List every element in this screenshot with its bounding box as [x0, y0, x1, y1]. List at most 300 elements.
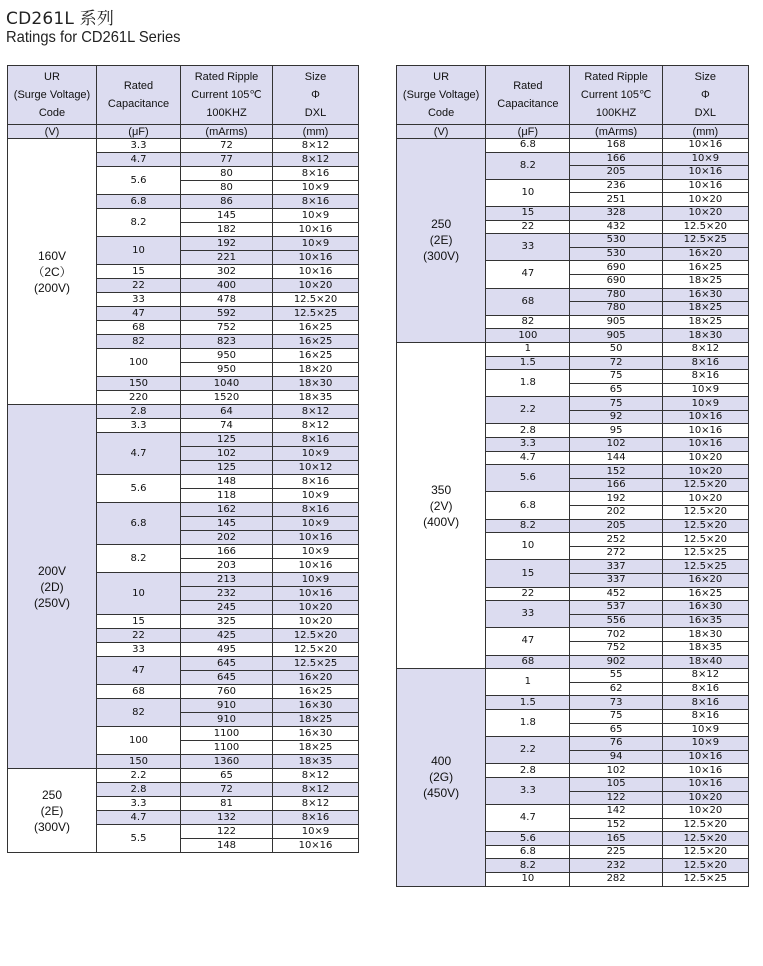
- voltage-line: (450V): [423, 786, 460, 801]
- size-cell: 8×12: [273, 797, 359, 811]
- ripple-current-cell: 202: [570, 506, 662, 520]
- capacitance-cell: 22: [97, 629, 181, 643]
- ripple-current-cell: 50: [570, 342, 662, 356]
- size-cell: 12.5×20: [662, 220, 748, 234]
- ripple-current-cell: 145: [181, 517, 273, 531]
- capacitance-cell: 15: [486, 560, 570, 587]
- capacitance-cell: 1: [486, 342, 570, 356]
- capacitance-cell: 2.2: [486, 397, 570, 424]
- ripple-current-cell: 65: [181, 769, 273, 783]
- size-cell: 8×16: [662, 682, 748, 696]
- ripple-current-cell: 145: [181, 209, 273, 223]
- size-cell: 18×20: [273, 363, 359, 377]
- ripple-current-cell: 225: [570, 845, 662, 859]
- capacitance-cell: 15: [486, 206, 570, 220]
- ripple-current-cell: 148: [181, 839, 273, 853]
- capacitance-cell: 10: [486, 533, 570, 560]
- header-cap-line: Rated: [513, 80, 543, 92]
- capacitance-cell: 47: [486, 261, 570, 288]
- ripple-current-cell: 205: [570, 519, 662, 533]
- ripple-current-cell: 645: [181, 671, 273, 685]
- size-cell: 18×25: [662, 274, 748, 288]
- voltage-group-cell: [397, 342, 486, 668]
- voltage-group-cell: [397, 139, 486, 343]
- size-cell: 10×9: [273, 447, 359, 461]
- header-ripple-line: Current 105℃: [580, 89, 652, 101]
- ripple-current-cell: 192: [181, 237, 273, 251]
- capacitance-cell: 68: [97, 321, 181, 335]
- size-cell: 12.5×20: [662, 478, 748, 492]
- size-cell: 18×35: [273, 755, 359, 769]
- size-cell: 18×25: [662, 315, 748, 329]
- voltage-group-cell: [8, 769, 97, 853]
- capacitance-cell: 5.6: [97, 167, 181, 195]
- ripple-current-cell: 1520: [181, 391, 273, 405]
- ripple-current-cell: 690: [570, 261, 662, 275]
- size-cell: 8×16: [662, 370, 748, 384]
- voltage-line: (2V): [429, 498, 453, 513]
- units-row: [8, 125, 359, 139]
- ripple-current-cell: 232: [570, 859, 662, 873]
- capacitance-cell: 4.7: [97, 153, 181, 167]
- ripple-current-cell: 537: [570, 601, 662, 615]
- header-ripple-line: 100KHZ: [206, 107, 247, 119]
- capacitance-cell: 100: [97, 349, 181, 377]
- size-cell: 12.5×25: [662, 234, 748, 248]
- size-cell: 12.5×25: [662, 560, 748, 574]
- capacitance-cell: 82: [486, 315, 570, 329]
- size-cell: 18×35: [273, 391, 359, 405]
- ripple-current-cell: 1040: [181, 377, 273, 391]
- unit-capacitance: (μF): [97, 125, 181, 139]
- capacitance-cell: 8.2: [486, 152, 570, 179]
- size-cell: 12.5×25: [662, 546, 748, 560]
- ripple-current-cell: 95: [570, 424, 662, 438]
- size-cell: 8×16: [273, 475, 359, 489]
- ripple-current-cell: 1360: [181, 755, 273, 769]
- capacitance-cell: 100: [97, 727, 181, 755]
- capacitance-cell: 2.2: [486, 737, 570, 764]
- size-cell: 12.5×20: [662, 845, 748, 859]
- ripple-current-cell: 72: [181, 783, 273, 797]
- ripple-current-cell: 152: [570, 818, 662, 832]
- voltage-line: (400V): [423, 514, 460, 529]
- ripple-current-cell: 337: [570, 560, 662, 574]
- ripple-current-cell: 690: [570, 274, 662, 288]
- voltage-line: 350: [431, 482, 452, 497]
- size-cell: 16×20: [662, 247, 748, 261]
- size-cell: 10×9: [273, 545, 359, 559]
- ratings-body-left: [8, 139, 359, 853]
- capacitance-cell: 1: [486, 669, 570, 696]
- header-ur-line: (Surge Voltage): [13, 89, 91, 101]
- ripple-current-cell: 168: [570, 139, 662, 153]
- ripple-current-cell: 92: [570, 410, 662, 424]
- size-cell: 10×9: [273, 489, 359, 503]
- ripple-current-cell: 251: [570, 193, 662, 207]
- ripple-current-cell: 81: [181, 797, 273, 811]
- header-size-line: Size: [694, 71, 717, 83]
- capacitance-cell: 6.8: [486, 492, 570, 519]
- size-cell: 10×16: [662, 410, 748, 424]
- size-cell: 18×40: [662, 655, 748, 669]
- ripple-current-cell: 245: [181, 601, 273, 615]
- ripple-current-cell: 337: [570, 574, 662, 588]
- capacitance-cell: 8.2: [97, 209, 181, 237]
- voltage-line: (2D): [40, 579, 64, 594]
- size-cell: 8×16: [662, 696, 748, 710]
- table-row: [397, 342, 749, 356]
- ripple-current-cell: 76: [570, 737, 662, 751]
- size-cell: 18×30: [273, 377, 359, 391]
- capacitance-cell: 8.2: [486, 519, 570, 533]
- header-size: [273, 66, 359, 125]
- capacitance-cell: 1.8: [486, 370, 570, 397]
- size-cell: 8×16: [273, 433, 359, 447]
- size-cell: 16×25: [273, 321, 359, 335]
- capacitance-cell: 8.2: [97, 545, 181, 573]
- ripple-current-cell: 400: [181, 279, 273, 293]
- ripple-current-cell: 760: [181, 685, 273, 699]
- capacitance-cell: 100: [486, 329, 570, 343]
- header-ripple: [570, 66, 662, 125]
- ripple-current-cell: 950: [181, 363, 273, 377]
- capacitance-cell: 1.8: [486, 709, 570, 736]
- ripple-current-cell: 752: [181, 321, 273, 335]
- ripple-current-cell: 105: [570, 777, 662, 791]
- ripple-current-cell: 75: [570, 397, 662, 411]
- ripple-current-cell: 203: [181, 559, 273, 573]
- ripple-current-cell: 62: [570, 682, 662, 696]
- ripple-current-cell: 592: [181, 307, 273, 321]
- size-cell: 8×12: [273, 769, 359, 783]
- size-cell: 8×16: [662, 709, 748, 723]
- size-cell: 18×25: [273, 741, 359, 755]
- ripple-current-cell: 452: [570, 587, 662, 601]
- capacitance-cell: 4.7: [97, 811, 181, 825]
- ripple-current-cell: 530: [570, 234, 662, 248]
- ripple-current-cell: 122: [570, 791, 662, 805]
- ripple-current-cell: 165: [570, 832, 662, 846]
- size-cell: 10×16: [662, 166, 748, 180]
- ratings-table-right: [396, 65, 749, 887]
- size-cell: 8×16: [273, 195, 359, 209]
- header-ripple-line: Rated Ripple: [194, 71, 259, 83]
- header-row: [397, 66, 749, 125]
- capacitance-cell: 22: [97, 279, 181, 293]
- size-cell: 10×9: [662, 397, 748, 411]
- header-ur-line: (Surge Voltage): [402, 89, 480, 101]
- size-cell: 10×9: [662, 737, 748, 751]
- voltage-line: 250: [431, 217, 452, 232]
- units-row: [397, 125, 749, 139]
- ripple-current-cell: 80: [181, 181, 273, 195]
- capacitance-cell: 8.2: [486, 859, 570, 873]
- capacitance-cell: 2.2: [97, 769, 181, 783]
- voltage-line: 200V: [37, 563, 67, 578]
- header-ripple-line: Rated Ripple: [584, 71, 648, 83]
- ripple-current-cell: 530: [570, 247, 662, 261]
- header-capacitance: [486, 66, 570, 125]
- header-ur-line: UR: [44, 71, 60, 83]
- ripple-current-cell: 205: [570, 166, 662, 180]
- ripple-current-cell: 102: [181, 447, 273, 461]
- capacitance-cell: 5.6: [486, 832, 570, 846]
- capacitance-cell: 1.5: [486, 696, 570, 710]
- capacitance-cell: 47: [97, 307, 181, 321]
- capacitance-cell: 68: [486, 288, 570, 315]
- size-cell: 12.5×20: [662, 519, 748, 533]
- size-cell: 10×16: [273, 559, 359, 573]
- header-cap-line: Rated: [123, 80, 154, 92]
- size-cell: 8×16: [273, 503, 359, 517]
- size-cell: 10×9: [662, 723, 748, 737]
- capacitance-cell: 2.8: [486, 764, 570, 778]
- voltage-line: (2G): [429, 770, 454, 785]
- size-cell: 16×30: [273, 727, 359, 741]
- ripple-current-cell: 64: [181, 405, 273, 419]
- ripple-current-cell: 65: [570, 723, 662, 737]
- header-ripple-line: Current 105℃: [191, 89, 262, 101]
- size-cell: 8×12: [273, 419, 359, 433]
- size-cell: 12.5×20: [273, 293, 359, 307]
- size-cell: 10×9: [662, 383, 748, 397]
- header-capacitance: [97, 66, 181, 125]
- header-size-line: Φ: [700, 89, 710, 101]
- table-row: [397, 139, 749, 153]
- capacitance-cell: 15: [97, 265, 181, 279]
- size-cell: 16×25: [662, 261, 748, 275]
- ripple-current-cell: 118: [181, 489, 273, 503]
- ripple-current-cell: 328: [570, 206, 662, 220]
- header-cap-line: Capacitance: [497, 98, 559, 110]
- capacitance-cell: 22: [486, 587, 570, 601]
- ripple-current-cell: 325: [181, 615, 273, 629]
- capacitance-cell: 15: [97, 615, 181, 629]
- header-size: [662, 66, 748, 125]
- capacitance-cell: 68: [97, 685, 181, 699]
- capacitance-cell: 10: [97, 237, 181, 265]
- ripple-current-cell: 425: [181, 629, 273, 643]
- ripple-current-cell: 905: [570, 315, 662, 329]
- size-cell: 12.5×25: [273, 307, 359, 321]
- unit-voltage: (V): [8, 125, 97, 139]
- ripple-current-cell: 72: [570, 356, 662, 370]
- table-row: [8, 139, 359, 153]
- capacitance-cell: 6.8: [97, 503, 181, 545]
- series-title-english: Ratings for CD261L Series: [6, 29, 181, 46]
- size-cell: 10×16: [273, 265, 359, 279]
- header-ur-line: UR: [433, 71, 450, 83]
- capacitance-cell: 6.8: [97, 195, 181, 209]
- ripple-current-cell: 80: [181, 167, 273, 181]
- ripple-current-cell: 752: [570, 641, 662, 655]
- size-cell: 16×25: [273, 685, 359, 699]
- ripple-current-cell: 645: [181, 657, 273, 671]
- capacitance-cell: 3.3: [486, 438, 570, 452]
- voltage-line: （2C）: [32, 264, 72, 279]
- size-cell: 10×16: [662, 777, 748, 791]
- size-cell: 8×16: [273, 811, 359, 825]
- header-ripple: [181, 66, 273, 125]
- voltage-group-cell: [397, 669, 486, 887]
- ripple-current-cell: 125: [181, 433, 273, 447]
- series-title-chinese: CD261L 系列: [6, 9, 115, 29]
- capacitance-cell: 3.3: [97, 797, 181, 811]
- ripple-current-cell: 905: [570, 329, 662, 343]
- capacitance-cell: 6.8: [486, 845, 570, 859]
- ripple-current-cell: 780: [570, 302, 662, 316]
- size-cell: 16×25: [662, 587, 748, 601]
- header-ripple-line: 100KHZ: [595, 107, 637, 119]
- voltage-line: 160V: [37, 248, 67, 263]
- capacitance-cell: 47: [97, 657, 181, 685]
- ripple-current-cell: 282: [570, 873, 662, 887]
- ripple-current-cell: 272: [570, 546, 662, 560]
- capacitance-cell: 4.7: [486, 451, 570, 465]
- size-cell: 10×20: [273, 279, 359, 293]
- voltage-line: (250V): [33, 595, 71, 610]
- ripple-current-cell: 202: [181, 531, 273, 545]
- size-cell: 12.5×20: [662, 533, 748, 547]
- unit-voltage: (V): [397, 125, 486, 139]
- size-cell: 16×25: [273, 335, 359, 349]
- capacitance-cell: 68: [486, 655, 570, 669]
- size-cell: 10×20: [273, 615, 359, 629]
- ripple-current-cell: 432: [570, 220, 662, 234]
- ripple-current-cell: 75: [570, 370, 662, 384]
- ripple-current-cell: 556: [570, 614, 662, 628]
- size-cell: 10×16: [273, 587, 359, 601]
- header-size-line: Size: [304, 71, 327, 83]
- size-cell: 18×25: [273, 713, 359, 727]
- voltage-line: (300V): [33, 819, 71, 834]
- table-row: [397, 669, 749, 683]
- voltage-group-cell: [8, 405, 97, 769]
- capacitance-cell: 2.8: [97, 405, 181, 419]
- size-cell: 8×12: [273, 405, 359, 419]
- ratings-body-right: [397, 139, 749, 887]
- capacitance-cell: 150: [97, 755, 181, 769]
- table-row: [8, 405, 359, 419]
- header-row: [8, 66, 359, 125]
- ripple-current-cell: 495: [181, 643, 273, 657]
- unit-ripple: (mArms): [570, 125, 662, 139]
- voltage-line: (300V): [423, 249, 460, 264]
- unit-ripple: (mArms): [181, 125, 273, 139]
- ripple-current-cell: 132: [181, 811, 273, 825]
- header-size-line: DXL: [694, 107, 717, 119]
- ripple-current-cell: 252: [570, 533, 662, 547]
- ripple-current-cell: 1100: [181, 727, 273, 741]
- size-cell: 10×16: [273, 251, 359, 265]
- size-cell: 16×25: [273, 349, 359, 363]
- size-cell: 10×20: [662, 206, 748, 220]
- capacitance-cell: 2.8: [97, 783, 181, 797]
- ripple-current-cell: 142: [570, 805, 662, 819]
- ripple-current-cell: 72: [181, 139, 273, 153]
- capacitance-cell: 10: [486, 873, 570, 887]
- ripple-current-cell: 144: [570, 451, 662, 465]
- ripple-current-cell: 478: [181, 293, 273, 307]
- size-cell: 10×20: [662, 492, 748, 506]
- ripple-current-cell: 125: [181, 461, 273, 475]
- capacitance-cell: 82: [97, 699, 181, 727]
- ripple-current-cell: 122: [181, 825, 273, 839]
- size-cell: 10×20: [662, 193, 748, 207]
- size-cell: 18×30: [662, 329, 748, 343]
- ripple-current-cell: 236: [570, 179, 662, 193]
- ripple-current-cell: 102: [570, 764, 662, 778]
- size-cell: 18×35: [662, 641, 748, 655]
- size-cell: 12.5×25: [662, 873, 748, 887]
- capacitance-cell: 33: [486, 601, 570, 628]
- size-cell: 8×16: [273, 167, 359, 181]
- capacitance-cell: 4.7: [486, 805, 570, 832]
- size-cell: 10×9: [273, 209, 359, 223]
- ripple-current-cell: 192: [570, 492, 662, 506]
- size-cell: 12.5×20: [273, 629, 359, 643]
- voltage-group-cell: [8, 139, 97, 405]
- header-size-line: DXL: [304, 107, 327, 119]
- ripple-current-cell: 73: [570, 696, 662, 710]
- unit-size: (mm): [273, 125, 359, 139]
- voltage-line: (200V): [33, 280, 71, 295]
- size-cell: 10×9: [273, 825, 359, 839]
- ripple-current-cell: 77: [181, 153, 273, 167]
- header-ur: [397, 66, 486, 125]
- ripple-current-cell: 166: [570, 478, 662, 492]
- ripple-current-cell: 910: [181, 699, 273, 713]
- size-cell: 10×16: [662, 438, 748, 452]
- capacitance-cell: 47: [486, 628, 570, 655]
- size-cell: 12.5×20: [662, 859, 748, 873]
- unit-capacitance: (μF): [486, 125, 570, 139]
- ripple-current-cell: 162: [181, 503, 273, 517]
- capacitance-cell: 1.5: [486, 356, 570, 370]
- ripple-current-cell: 152: [570, 465, 662, 479]
- ripple-current-cell: 148: [181, 475, 273, 489]
- ripple-current-cell: 221: [181, 251, 273, 265]
- header-ur: [8, 66, 97, 125]
- unit-size: (mm): [662, 125, 748, 139]
- size-cell: 8×12: [273, 783, 359, 797]
- header-size-line: Φ: [311, 89, 320, 101]
- size-cell: 10×9: [273, 181, 359, 195]
- size-cell: 10×9: [662, 152, 748, 166]
- capacitance-cell: 3.3: [97, 419, 181, 433]
- header-ur-line: Code: [427, 107, 455, 119]
- capacitance-cell: 82: [97, 335, 181, 349]
- capacitance-cell: 5.6: [97, 475, 181, 503]
- capacitance-cell: 220: [97, 391, 181, 405]
- size-cell: 12.5×20: [662, 506, 748, 520]
- size-cell: 10×12: [273, 461, 359, 475]
- size-cell: 10×20: [662, 805, 748, 819]
- size-cell: 10×20: [273, 601, 359, 615]
- header-ur-line: Code: [38, 107, 66, 119]
- size-cell: 10×16: [662, 424, 748, 438]
- size-cell: 10×20: [662, 791, 748, 805]
- size-cell: 10×16: [662, 139, 748, 153]
- ripple-current-cell: 780: [570, 288, 662, 302]
- size-cell: 8×12: [662, 669, 748, 683]
- size-cell: 18×30: [662, 628, 748, 642]
- capacitance-cell: 33: [486, 234, 570, 261]
- voltage-line: 250: [41, 787, 63, 802]
- size-cell: 18×25: [662, 302, 748, 316]
- size-cell: 8×12: [662, 342, 748, 356]
